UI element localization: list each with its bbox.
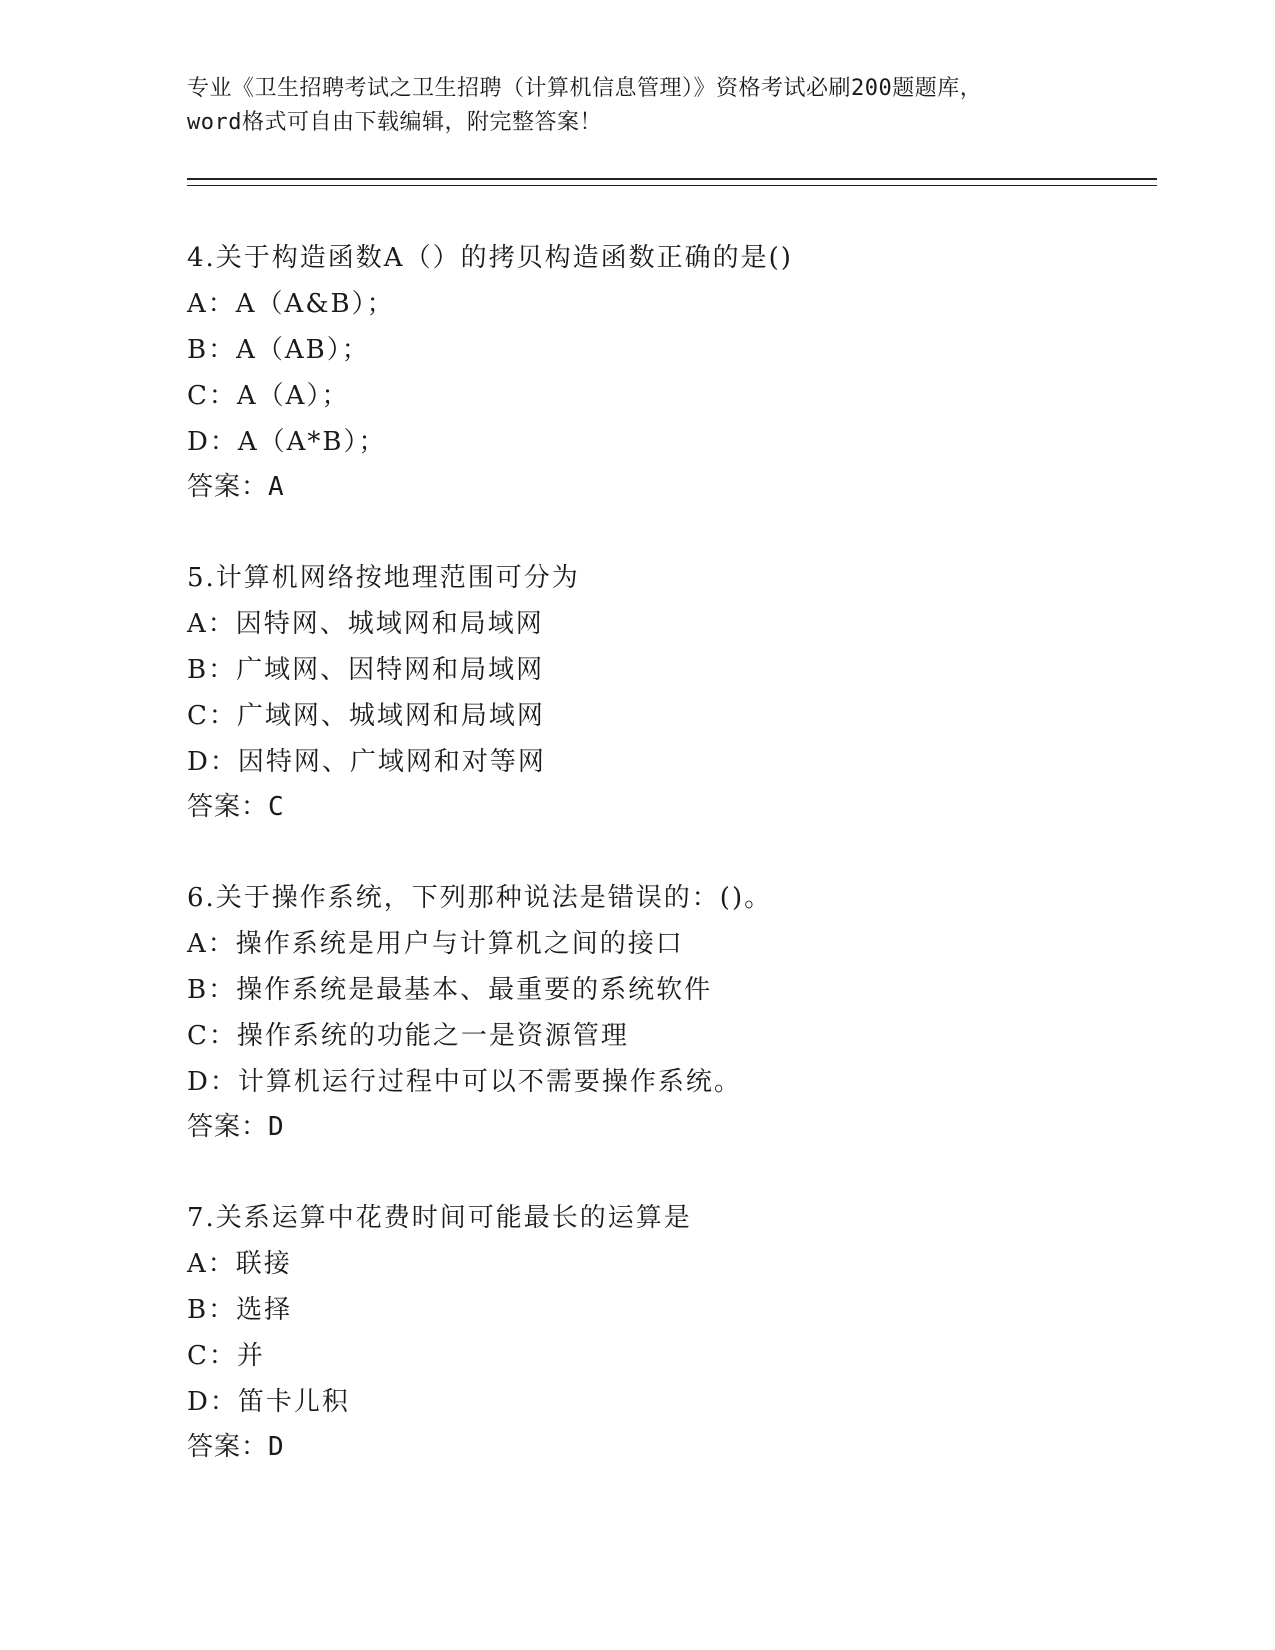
document-header [187, 72, 1087, 140]
option-d: D：笛卡儿积 [187, 1387, 350, 1417]
option-c: C：广域网、城域网和局域网 [187, 701, 545, 731]
question-4 [187, 235, 1147, 509]
question-stem: 4.关于构造函数A（）的拷贝构造函数正确的是() [187, 243, 793, 273]
answer-line [187, 1425, 1147, 1469]
option-a: A：操作系统是用户与计算机之间的接口 [187, 929, 684, 959]
question-list [187, 235, 1147, 1515]
answer-line [187, 1105, 1147, 1149]
option-d: D：因特网、广域网和对等网 [187, 747, 546, 777]
answer-label: 答案： [187, 472, 269, 502]
header-line-1: 专业《卫生招聘考试之卫生招聘（计算机信息管理）》资格考试必刷200题题库， [187, 76, 983, 101]
option-c: C：操作系统的功能之一是资源管理 [187, 1021, 629, 1051]
option-c: C：A（A）； [187, 381, 350, 411]
option-b: B：A（AB）； [187, 335, 370, 365]
option-c: C：并 [187, 1341, 265, 1371]
answer-line [187, 465, 1147, 509]
header-divider [187, 178, 1157, 186]
answer-value: D [268, 1112, 285, 1142]
option-d: D：A（A*B）； [187, 427, 387, 457]
answer-line [187, 785, 1147, 829]
answer-value: C [268, 792, 285, 822]
answer-label: 答案： [187, 1112, 269, 1142]
question-5 [187, 555, 1147, 829]
question-stem: 5.计算机网络按地理范围可分为 [187, 563, 580, 593]
answer-value: A [268, 472, 285, 502]
option-a: A：联接 [187, 1249, 292, 1279]
option-b: B：选择 [187, 1295, 293, 1325]
header-line-2: word格式可自由下载编辑，附完整答案！ [187, 110, 602, 135]
answer-value: D [268, 1432, 285, 1462]
option-b: B：操作系统是最基本、最重要的系统软件 [187, 975, 713, 1005]
question-6 [187, 875, 1147, 1149]
option-a: A：因特网、城域网和局域网 [187, 609, 544, 639]
option-b: B：广域网、因特网和局域网 [187, 655, 545, 685]
question-stem: 6.关于操作系统，下列那种说法是错误的：()。 [187, 883, 773, 913]
question-7 [187, 1195, 1147, 1469]
question-stem: 7.关系运算中花费时间可能最长的运算是 [187, 1203, 692, 1233]
answer-label: 答案： [187, 792, 269, 822]
option-a: A：A（A&B）； [187, 289, 395, 319]
option-d: D：计算机运行过程中可以不需要操作系统。 [187, 1067, 742, 1097]
answer-label: 答案： [187, 1432, 269, 1462]
